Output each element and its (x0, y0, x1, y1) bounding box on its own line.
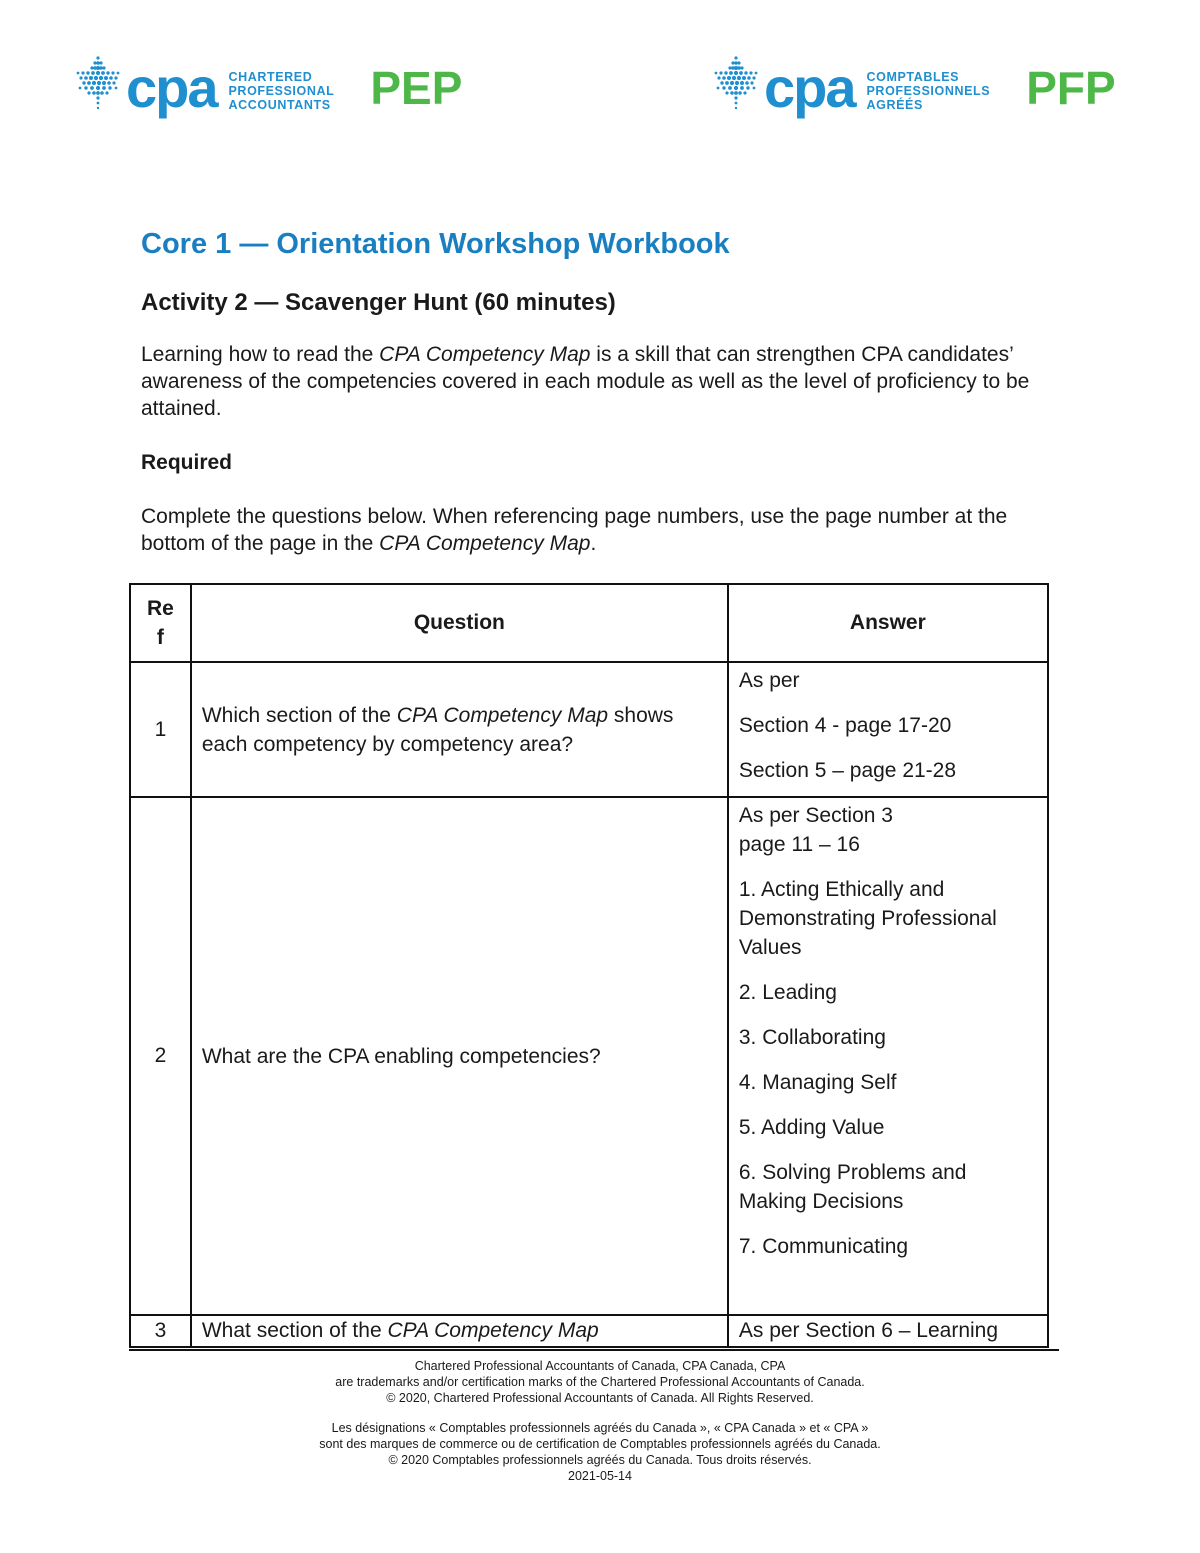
maple-leaf-icon (72, 54, 124, 114)
header-answer: Answer (728, 584, 1048, 662)
table-row (130, 662, 1048, 797)
footer-fr-line: sont des marques de commerce ou de certification de Comptables professionnels agréés du Canada. (319, 1437, 881, 1451)
intro-paragraph: Learning how to read the CPA Competency Map is a skill that can strengthen CPA candidates’ awareness of the competencies covered in each module as well as the level of proficiency to be attained. (141, 343, 1030, 420)
footer-en-line: © 2020, Chartered Professional Accountants of Canada. All Rights Reserved. (386, 1391, 814, 1405)
ref-cell: 1 (130, 662, 191, 797)
cpa-logo-french (710, 52, 1116, 119)
instructions-paragraph: Complete the questions below. When referencing page numbers, use the page number at the bottom of the page in the CPA Competency Map. (141, 505, 1008, 555)
program-acronym: PFP (1026, 62, 1116, 114)
program-acronym: PEP (370, 62, 463, 114)
page-break-rule (129, 1349, 1059, 1351)
header-question: Question (191, 584, 728, 662)
cpa-descriptor: COMPTABLES PROFESSIONNELS AGRÉÉS (866, 70, 991, 112)
answer-cell: As per Section 3 page 11 – 16 1. Acting Ethically and Demonstrating Professional Values 2. Leading 3. Collaborating 4. Managing Self 5. Adding Value 6. Solving Problems and Making Decisions 7. Communicating (728, 797, 1048, 1315)
cpa-logo-english (72, 52, 463, 119)
table-header-row (130, 584, 1048, 662)
footer-en-line: Chartered Professional Accountants of Canada, CPA Canada, CPA (414, 1359, 786, 1373)
ref-cell: 3 (130, 1315, 191, 1347)
cpa-descriptor: CHARTERED PROFESSIONAL ACCOUNTANTS (228, 70, 335, 112)
maple-leaf-icon (710, 54, 762, 114)
answer-cell: As per Section 4 - page 17-20 Section 5 – page 21-28 (728, 662, 1048, 797)
question-cell: What are the CPA enabling competencies? (191, 797, 728, 1315)
cpa-wordmark: cpa (764, 56, 855, 119)
page-footer (0, 1358, 1200, 1484)
required-heading: Required (141, 451, 233, 474)
question-cell: Which section of the CPA Competency Map shows each competency by competency area? (191, 662, 728, 797)
footer-date: 2021-05-14 (568, 1469, 632, 1483)
ref-cell: 2 (130, 797, 191, 1315)
footer-en-line: are trademarks and/or certification marks of the Chartered Professional Accountants of Canada. (335, 1375, 865, 1389)
answer-cell: As per Section 6 – Learning (728, 1315, 1048, 1347)
table-row (130, 1315, 1048, 1347)
questions-table (129, 583, 1049, 1348)
document-title: Core 1 — Orientation Workshop Workbook (141, 228, 730, 260)
activity-heading: Activity 2 — Scavenger Hunt (60 minutes) (141, 289, 616, 316)
footer-fr-line: © 2020 Comptables professionnels agréés du Canada. Tous droits réservés. (388, 1453, 812, 1467)
footer-fr-line: Les désignations « Comptables professionnels agréés du Canada », « CPA Canada » et « CPA » (331, 1421, 869, 1435)
cpa-wordmark: cpa (126, 56, 217, 119)
header-ref: Re f (130, 584, 191, 662)
table-row (130, 797, 1048, 1315)
question-cell: What section of the CPA Competency Map (191, 1315, 728, 1347)
